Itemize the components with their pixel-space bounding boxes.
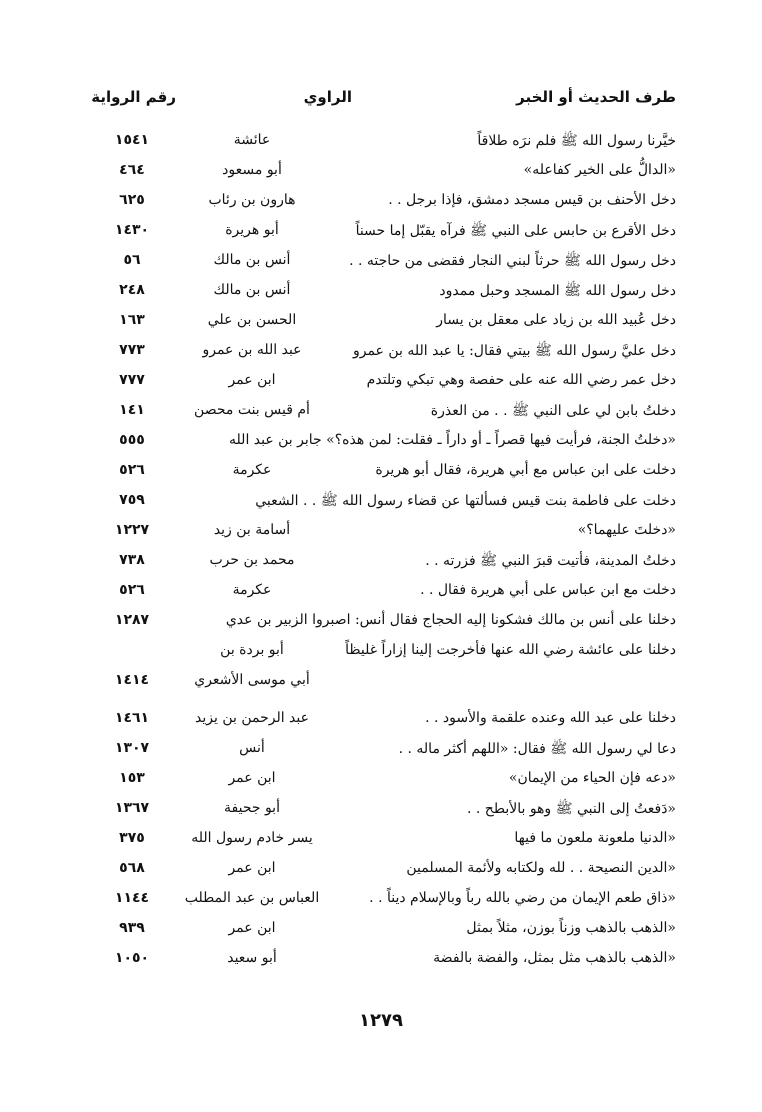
narrator: أسامة بن زيد bbox=[213, 522, 291, 538]
narration-number: ٧٥٩ bbox=[119, 492, 145, 508]
narrator: هارون بن رئاب bbox=[208, 192, 296, 208]
narration-number: ٥٢٦ bbox=[119, 462, 145, 478]
table-row bbox=[0, 768, 762, 798]
table-row bbox=[0, 918, 762, 948]
narrator: ابن عمر bbox=[228, 920, 276, 936]
narrator: أنس بن مالك bbox=[213, 252, 291, 268]
table-row bbox=[0, 280, 762, 310]
narration-number: ١٢٨٧ bbox=[114, 612, 150, 628]
hadith-text: دخل عُبيد الله بن زياد على معقل بن يسار bbox=[436, 312, 676, 328]
table-row bbox=[0, 250, 762, 280]
table-row bbox=[0, 190, 762, 220]
hadith-text: «دخلتَ عليهما؟» bbox=[577, 522, 676, 538]
column-header-number: رقم الرواية bbox=[91, 88, 176, 106]
table-row bbox=[0, 858, 762, 888]
table-row bbox=[0, 430, 762, 460]
table-row bbox=[0, 888, 762, 918]
table-row bbox=[0, 670, 762, 700]
narration-number: ١٦٣ bbox=[119, 312, 145, 328]
narration-number: ٩٣٩ bbox=[119, 920, 145, 936]
narrator: عبد الله بن عمرو bbox=[202, 342, 302, 358]
hadith-text: «دعه فإن الحياء من الإيمان» bbox=[508, 770, 676, 786]
column-header-hadith: طرف الحديث أو الخبر bbox=[516, 88, 676, 106]
narrator: ابن عمر bbox=[228, 860, 276, 876]
narrator: يسر خادم رسول الله bbox=[191, 830, 313, 846]
hadith-text: دخل الأحنف بن قيس مسجد دمشق، فإذا برجل . . bbox=[388, 192, 676, 208]
hadith-text: دخلت مع ابن عباس على أبي هريرة فقال . . bbox=[420, 582, 676, 598]
narration-number: ٥٥٥ bbox=[119, 432, 145, 448]
narration-number: ١٤٣٠ bbox=[114, 222, 150, 238]
table-row bbox=[0, 340, 762, 370]
column-header-narrator: الراوي bbox=[303, 88, 352, 106]
hadith-text: دعا لي رسول الله ﷺ فقال: «اللهم أكثر ماله . . bbox=[398, 741, 676, 757]
narrator: أبي موسى الأشعري bbox=[194, 672, 310, 688]
narrator: عكرمة bbox=[232, 462, 272, 478]
table-row bbox=[0, 640, 762, 670]
hadith-text: دخلت على ابن عباس مع أبي هريرة، فقال أبو هريرة bbox=[375, 462, 676, 478]
narrator: أنس بن مالك bbox=[213, 282, 291, 298]
table-row bbox=[0, 310, 762, 340]
narrator: العباس بن عبد المطلب bbox=[184, 890, 320, 906]
narration-number: ٧٣٨ bbox=[119, 552, 145, 568]
narrator: محمد بن حرب bbox=[209, 552, 295, 568]
narrator: أبو سعيد bbox=[227, 950, 277, 966]
table-row bbox=[0, 460, 762, 490]
narrator: أبو بردة بن bbox=[220, 642, 284, 658]
narration-number: ١٤١٤ bbox=[114, 672, 150, 688]
narration-number: ١٤١ bbox=[119, 402, 145, 418]
table-row bbox=[0, 400, 762, 430]
narration-number: ١٤٦١ bbox=[114, 710, 150, 726]
table-row bbox=[0, 550, 762, 580]
hadith-text: دخل الأقرع بن حابس على النبي ﷺ فرآه يقبّل إما حسناً bbox=[355, 223, 676, 239]
narration-number: ٥٦٨ bbox=[119, 860, 145, 876]
narrator: أبو جحيفة bbox=[224, 800, 280, 816]
narration-number: ٥٦ bbox=[123, 252, 141, 268]
narrator: عائشة bbox=[233, 132, 271, 148]
table-row bbox=[0, 708, 762, 738]
table-row bbox=[0, 490, 762, 520]
page-number: ١٢٧٩ bbox=[359, 1010, 403, 1031]
narration-number: ٧٧٧ bbox=[119, 372, 145, 388]
narration-number: ٥٢٦ bbox=[119, 582, 145, 598]
narration-number: ١٥٤١ bbox=[114, 132, 150, 148]
table-row bbox=[0, 130, 762, 160]
table-row bbox=[0, 798, 762, 828]
table-row bbox=[0, 160, 762, 190]
hadith-text: «الدنيا ملعونة ملعون ما فيها bbox=[514, 830, 676, 846]
narration-number: ١١٤٤ bbox=[114, 890, 150, 906]
table-row bbox=[0, 520, 762, 550]
hadith-text: دخلتُ المدينة، فأتيت قبرَ النبي ﷺ فزرته . . bbox=[425, 553, 676, 569]
hadith-text: دخل رسول الله ﷺ حرثاً لبني النجار فقضى من حاجته . . bbox=[349, 253, 676, 269]
narration-number: ٢٤٨ bbox=[119, 282, 145, 298]
narration-number: ٧٧٣ bbox=[119, 342, 145, 358]
hadith-text: «الذهب بالذهب وزناً بوزن، مثلاً بمثل bbox=[466, 920, 676, 936]
narrator: أنس bbox=[239, 740, 265, 756]
table-row bbox=[0, 370, 762, 400]
table-row bbox=[0, 220, 762, 250]
narrator: أم قيس بنت محصن bbox=[194, 402, 310, 418]
narration-number: ١٣٦٧ bbox=[114, 800, 150, 816]
narrator: عكرمة bbox=[232, 582, 272, 598]
narration-number: ١٣٠٧ bbox=[114, 740, 150, 756]
narrator: ابن عمر bbox=[228, 372, 276, 388]
hadith-text: «الذهب بالذهب مثل بمثل، والفضة بالفضة bbox=[433, 950, 676, 966]
hadith-text: «الدالُّ على الخير كفاعله» bbox=[523, 162, 676, 178]
hadith-text: دخلنا على عبد الله وعنده علقمة والأسود . . bbox=[425, 710, 676, 726]
narrator: أبو مسعود bbox=[222, 162, 282, 178]
narrator: عبد الرحمن بن يزيد bbox=[195, 710, 309, 726]
narrator: الحسن بن علي bbox=[207, 312, 297, 328]
narration-number: ٤٦٤ bbox=[119, 162, 145, 178]
narration-number: ١٢٢٧ bbox=[114, 522, 150, 538]
hadith-text: دخلتُ بابن لي على النبي ﷺ . . من العذرة bbox=[430, 403, 676, 419]
narration-number: ١٠٥٠ bbox=[114, 950, 150, 966]
narration-number: ٦٢٥ bbox=[119, 192, 145, 208]
table-row bbox=[0, 580, 762, 610]
hadith-text: دخلنا على عائشة رضي الله عنها فأخرجت إلينا إزاراً غليظاً bbox=[345, 642, 676, 658]
hadith-text: «الدين النصيحة . . لله ولكتابه ولأئمة المسلمين bbox=[406, 860, 676, 876]
table-row bbox=[0, 610, 762, 640]
narration-number: ١٥٣ bbox=[119, 770, 145, 786]
hadith-text: «دخلتُ الجنة، فرأيت فيها قصراً ـ أو داراً ـ فقلت: لمن هذه؟» جابر بن عبد الله bbox=[229, 432, 676, 448]
hadith-text: «دَفعتُ إلى النبي ﷺ وهو بالأبطح . . bbox=[467, 801, 676, 817]
hadith-text: دخل عمر رضي الله عنه على حفصة وهي تبكي وتلتدم bbox=[366, 372, 676, 388]
hadith-text: دخلنا على أنس بن مالك فشكونا إليه الحجاج فقال أنس: اصبروا الزبير بن عدي bbox=[225, 612, 676, 628]
hadith-text: دخلت على فاطمة بنت قيس فسألتها عن قضاء رسول الله ﷺ . . الشعبي bbox=[255, 493, 676, 509]
table-row bbox=[0, 948, 762, 978]
table-row bbox=[0, 738, 762, 768]
hadith-text: «ذاق طعم الإيمان من رضي بالله رباً وبالإسلام ديناً . . bbox=[369, 890, 676, 906]
hadith-text: خيَّرنا رسول الله ﷺ فلم نرَه طلاقاً bbox=[477, 133, 676, 149]
narration-number: ٣٧٥ bbox=[119, 830, 145, 846]
narrator: ابن عمر bbox=[228, 770, 276, 786]
hadith-text: دخل عليَّ رسول الله ﷺ بيتي فقال: يا عبد الله بن عمرو bbox=[352, 343, 676, 359]
table-row bbox=[0, 828, 762, 858]
narrator: أبو هريرة bbox=[225, 222, 279, 238]
hadith-text: دخل رسول الله ﷺ المسجد وحبل ممدود bbox=[439, 283, 676, 299]
